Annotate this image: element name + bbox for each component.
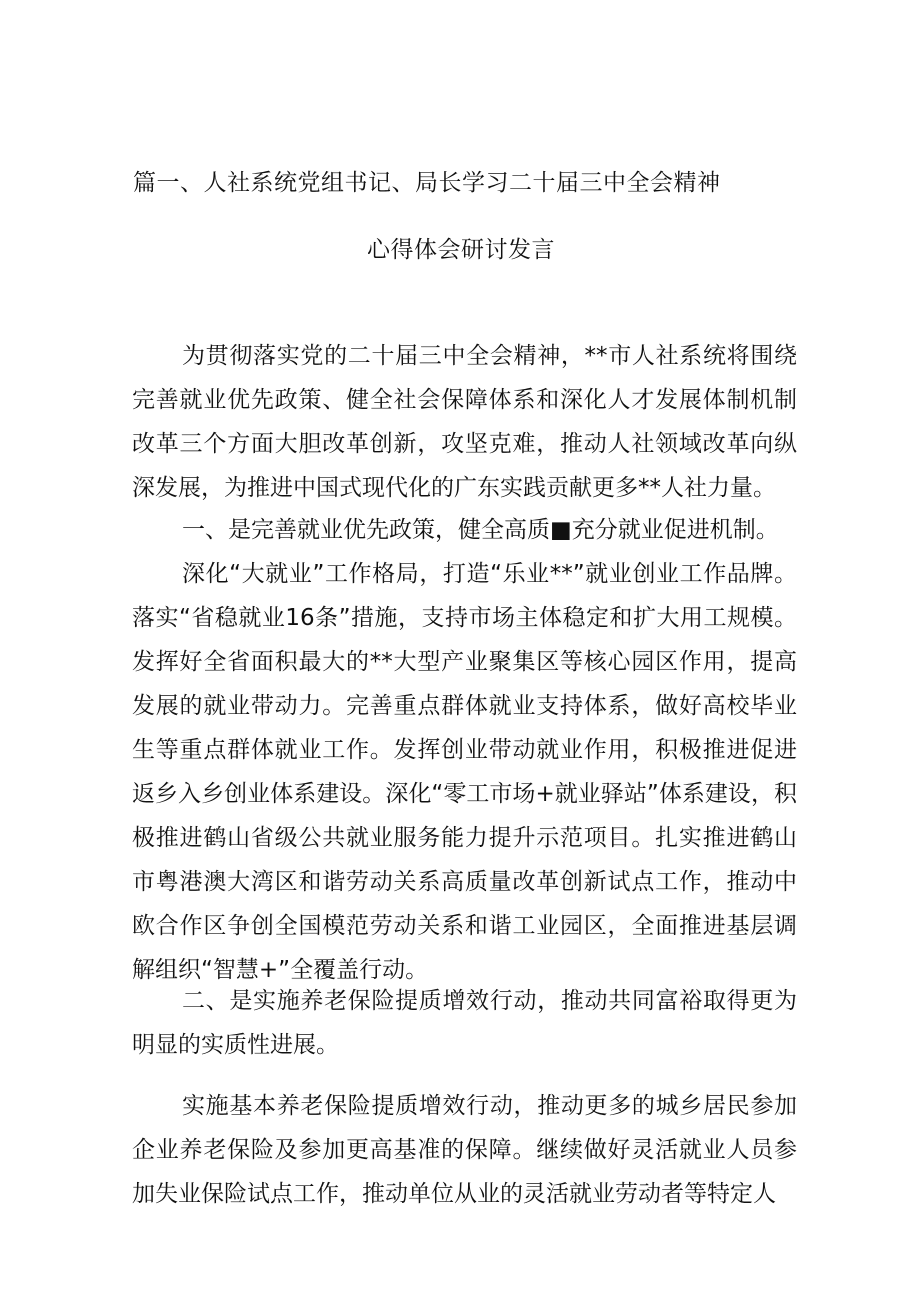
section-2-paragraph: 实施基本养老保险提质增效行动，推动更多的城乡居民参加企业养老保险及参加更高基准的保障。继续做好灵活就业人员参加失业保险试点工作，推动单位从业的灵活就业劳动者等特定人 — [132, 1093, 797, 1207]
section-1-paragraph: 深化“大就业”工作格局，打造“乐业**”就业创业工作品牌。落实“省稳就业16条”措施，支持市场主体稳定和扩大用工规模。发挥好全省面积最大的**大型产业聚集区等核心园区作用，提高发展的就业带动力。完善重点群体就业支持体系，做好高校毕业生等重点群体就业工作。发挥创业带动就业作用，积极推进促进返乡入乡创业体系建设。深化“零工市场+就业驿站”体系建设，积极推进鹤山省级公共就业服务能力提升示范项目。扎实推进鹤山市粤港澳大湾区和谐劳动关系高质量改革创新试点工作，推动中欧合作区争创全国模范劳动关系和谐工业园区，全面推进基层调解组织“智慧+”全覆盖行动。 — [132, 561, 797, 983]
document-title-line-2: 心得体会研讨发言 — [367, 237, 555, 263]
document-title-line-1: 篇一、人社系统党组书记、局长学习二十届三中全会精神 — [133, 170, 721, 196]
intro-paragraph: 为贯彻落实党的二十届三中全会精神，**市人社系统将围绕完善就业优先政策、健全社会保障体系和深化人才发展体制机制改革三个方面大胆改革创新，攻坚克难，推动人社领域改革向纵深发展，为推进中国式现代化的广东实践贡献更多**人社力量。 — [132, 343, 797, 501]
section-heading-1: 一、是完善就业优先政策，健全高质■充分就业促进机制。 — [182, 517, 779, 543]
section-heading-2: 二、是实施养老保险提质增效行动，推动共同富裕取得更为明显的实质性进展。 — [132, 988, 797, 1058]
